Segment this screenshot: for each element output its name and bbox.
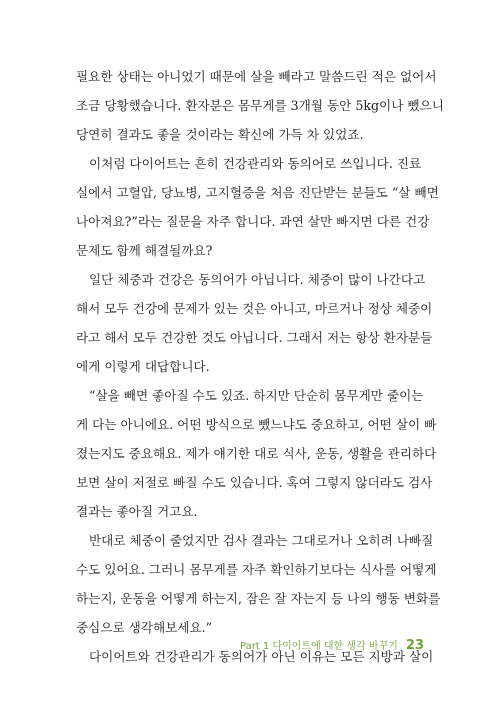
running-title: Part 1 다이어트에 대한 생각 바꾸기 [239,641,398,652]
body-line: 조금 당황했습니다. 환자분은 몸무게를 3개월 동안 5kg이나 뺐으니 [76,98,444,113]
body-line-paragraph-start: 이처럼 다이어트는 흔히 건강관리와 동의어로 쓰입니다. 진료 [89,156,422,171]
body-line: 실에서 고혈압, 당뇨병, 고지혈증을 처음 진단받는 분들도 “살 빼면 [76,185,439,200]
body-line-paragraph-start: 다이어트와 건강관리가 동의어가 아닌 이유는 모든 지방과 살이 [89,649,434,664]
body-line: 에게 이렇게 대답합니다. [76,359,210,374]
page-footer [240,637,424,653]
body-line: 중심으로 생각해보세요.” [76,620,213,635]
body-line: 보면 살이 저절로 빠질 수도 있습니다. 혹여 그렇지 않더라도 검사 [76,475,433,490]
body-line: 당연히 결과도 좋을 것이라는 확신에 가득 차 있었죠. [76,127,364,142]
body-line: 하는지, 운동을 어떻게 하는지, 잠은 잘 자는지 등 나의 행동 변화를 [76,591,441,606]
body-line: 라고 해서 모두 건강한 것도 아닙니다. 그래서 저는 항상 환자분들 [76,330,433,345]
page-number: 23 [405,638,424,653]
body-line: 문제도 함께 해결될까요? [76,243,213,258]
body-line: 필요한 상태는 아니었기 때문에 살을 빼라고 말씀드린 적은 없어서 [76,69,437,84]
body-line: 졌는지도 중요해요. 제가 얘기한 대로 식사, 운동, 생활을 관리하다 [76,446,437,461]
body-line-paragraph-start: 반대로 체중이 줄었지만 검사 결과는 그대로거나 오히려 나빠질 [89,533,434,548]
body-line: 해서 모두 건강에 문제가 있는 것은 아니고, 마르거나 정상 체중이 [76,301,433,316]
body-line-paragraph-start: “살을 빼면 좋아질 수도 있죠. 하지만 단순히 몸무게만 줄이는 [89,388,424,403]
page-body [76,62,444,671]
body-line: 결과는 좋아질 거고요. [76,504,198,519]
body-line: 수도 있어요. 그러니 몸무게를 자주 확인하기보다는 식사를 어떻게 [76,562,437,577]
body-line: 나아져요?”라는 질문을 자주 합니다. 과연 살만 빠지면 다른 건강 [76,214,430,229]
body-line: 게 다는 아니에요. 어떤 방식으로 뺐느냐도 중요하고, 어떤 살이 빠 [76,417,437,432]
body-line-paragraph-start: 일단 체중과 건강은 동의어가 아닙니다. 체중이 많이 나간다고 [89,272,426,287]
